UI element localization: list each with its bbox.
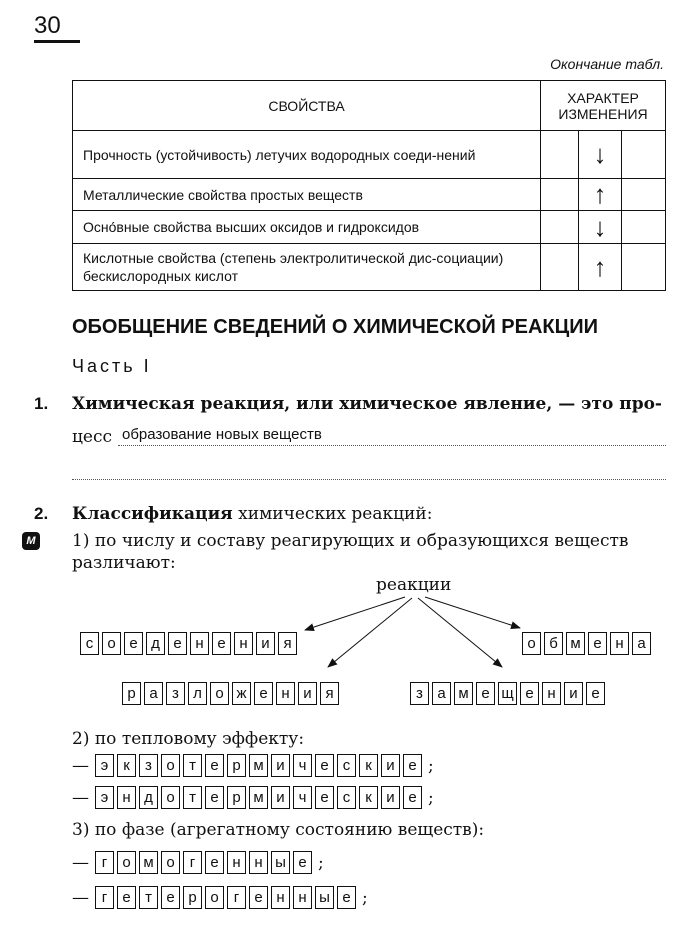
letter-box[interactable]: о	[161, 786, 180, 809]
letter-box[interactable]: г	[227, 886, 246, 909]
letter-box[interactable]: з	[410, 682, 429, 705]
letter-box[interactable]: о	[205, 886, 224, 909]
letter-box[interactable]: е	[212, 632, 231, 655]
letter-box[interactable]: т	[183, 786, 202, 809]
part-label: Часть I	[72, 356, 152, 376]
letter-box[interactable]: м	[566, 632, 585, 655]
letter-box[interactable]: э	[95, 754, 114, 777]
letter-box[interactable]: м	[454, 682, 473, 705]
letter-box[interactable]: г	[95, 851, 114, 874]
method-icon: М	[22, 532, 40, 550]
q2-term: Классификация	[72, 504, 233, 524]
letter-box[interactable]: ч	[293, 754, 312, 777]
letter-box[interactable]: о	[210, 682, 229, 705]
q1-answer: образование новых веществ	[122, 426, 322, 443]
letter-box[interactable]: м	[249, 786, 268, 809]
sub2-text: 2) по тепловому эффекту:	[72, 729, 305, 749]
letter-box[interactable]: д	[139, 786, 158, 809]
letter-box[interactable]: н	[117, 786, 136, 809]
letter-box[interactable]: г	[183, 851, 202, 874]
letter-box[interactable]: е	[161, 886, 180, 909]
answer-decomposition[interactable]	[122, 682, 339, 705]
letter-box[interactable]: е	[168, 632, 187, 655]
letter-box[interactable]: и	[564, 682, 583, 705]
letter-box[interactable]: н	[610, 632, 629, 655]
letter-box[interactable]: т	[183, 754, 202, 777]
letter-box[interactable]: ж	[232, 682, 251, 705]
letter-box[interactable]: я	[278, 632, 297, 655]
q1-text2: цесс	[72, 427, 113, 447]
letter-box[interactable]: я	[320, 682, 339, 705]
q1-text-rest: , или химическое явление, — это про-	[284, 394, 662, 414]
header-properties: СВОЙСТВА	[73, 81, 541, 131]
arrow-exchange	[425, 597, 520, 628]
letter-box[interactable]: о	[102, 632, 121, 655]
letter-box[interactable]: ы	[315, 886, 334, 909]
section-heading: ОБОБЩЕНИЕ СВЕДЕНИЙ О ХИМИЧЕСКОЙ РЕАКЦИИ	[72, 316, 598, 338]
arrow-compound	[305, 597, 405, 630]
letter-box[interactable]: з	[166, 682, 185, 705]
letter-box[interactable]: м	[139, 851, 158, 874]
header-change: ХАРАКТЕР ИЗМЕНЕНИЯ	[541, 81, 666, 131]
letter-box[interactable]: и	[256, 632, 275, 655]
answer-exchange[interactable]	[522, 632, 651, 655]
q2-text-rest: химических реакций:	[232, 504, 433, 524]
letter-box[interactable]: с	[337, 786, 356, 809]
answer-substitution[interactable]	[410, 682, 605, 705]
letter-box[interactable]: и	[381, 786, 400, 809]
letter-box[interactable]: н	[249, 851, 268, 874]
root-label: реакции	[376, 575, 452, 595]
table-caption: Окончание табл.	[550, 56, 664, 72]
letter-box[interactable]: о	[161, 754, 180, 777]
letter-box[interactable]: р	[227, 754, 246, 777]
letter-box[interactable]: с	[337, 754, 356, 777]
letter-box[interactable]: ы	[271, 851, 290, 874]
sub3-text: 3) по фазе (агрегатному состоянию веществ):	[72, 820, 485, 840]
letter-box[interactable]: о	[117, 851, 136, 874]
letter-box[interactable]: е	[403, 754, 422, 777]
dash: —	[72, 852, 89, 873]
letter-box[interactable]: д	[146, 632, 165, 655]
letter-box[interactable]: н	[293, 886, 312, 909]
letter-box[interactable]: о	[522, 632, 541, 655]
letter-box[interactable]: и	[381, 754, 400, 777]
arrow-down-icon: ↓	[578, 210, 622, 244]
letter-box[interactable]: щ	[498, 682, 517, 705]
letter-box[interactable]: с	[80, 632, 99, 655]
dash: —	[72, 887, 89, 908]
semicolon: ;	[428, 755, 434, 776]
letter-box[interactable]: э	[95, 786, 114, 809]
q2-number: 2.	[34, 504, 49, 523]
arrow-up-icon: ↑	[578, 243, 622, 291]
letter-box[interactable]: л	[188, 682, 207, 705]
letter-box[interactable]: е	[205, 786, 224, 809]
sub1-text: 1) по числу и составу реагирующих и образующихся веществ различают:	[72, 531, 629, 573]
letter-box[interactable]: е	[403, 786, 422, 809]
letter-box[interactable]: е	[588, 632, 607, 655]
letter-box[interactable]: н	[276, 682, 295, 705]
letter-box[interactable]: е	[205, 851, 224, 874]
page-number: 30	[34, 12, 80, 43]
property-cell: Металлические свойства простых веществ	[73, 179, 541, 211]
letter-box[interactable]: а	[432, 682, 451, 705]
semicolon: ;	[428, 787, 434, 808]
letter-box[interactable]: м	[249, 754, 268, 777]
letter-box[interactable]: а	[632, 632, 651, 655]
letter-box[interactable]: р	[227, 786, 246, 809]
letter-box[interactable]: р	[122, 682, 141, 705]
answer-compound[interactable]	[80, 632, 297, 655]
letter-box[interactable]: н	[227, 851, 246, 874]
dash: —	[72, 787, 89, 808]
letter-box[interactable]: о	[161, 851, 180, 874]
letter-box[interactable]: е	[337, 886, 356, 909]
letter-box[interactable]: з	[139, 754, 158, 777]
property-cell: Прочность (устойчивость) летучих водородных соеди-нений	[73, 131, 541, 179]
semicolon: ;	[318, 852, 324, 873]
answer-exothermic[interactable]	[95, 754, 422, 777]
letter-box[interactable]: и	[271, 754, 290, 777]
letter-box[interactable]: г	[95, 886, 114, 909]
property-cell: Осно́вные свойства высших оксидов и гидроксидов	[73, 211, 541, 244]
q1-number: 1.	[34, 394, 49, 413]
letter-box[interactable]: н	[234, 632, 253, 655]
answer-homogeneous[interactable]	[95, 851, 312, 874]
letter-box[interactable]: ч	[293, 786, 312, 809]
letter-box[interactable]: р	[183, 886, 202, 909]
letter-box[interactable]: е	[117, 886, 136, 909]
letter-box[interactable]: н	[542, 682, 561, 705]
letter-box[interactable]: а	[144, 682, 163, 705]
letter-box[interactable]: н	[271, 886, 290, 909]
letter-box[interactable]: е	[315, 786, 334, 809]
letter-box[interactable]: е	[315, 754, 334, 777]
letter-box[interactable]: е	[293, 851, 312, 874]
letter-box[interactable]: н	[190, 632, 209, 655]
letter-box[interactable]: и	[298, 682, 317, 705]
arrow-up-icon: ↑	[578, 178, 622, 211]
answer-heterogeneous[interactable]	[95, 886, 356, 909]
letter-box[interactable]: е	[520, 682, 539, 705]
letter-box[interactable]: е	[124, 632, 143, 655]
letter-box[interactable]: к	[359, 754, 378, 777]
letter-box[interactable]: е	[586, 682, 605, 705]
letter-box[interactable]: и	[271, 786, 290, 809]
dash: —	[72, 755, 89, 776]
letter-box[interactable]: к	[117, 754, 136, 777]
letter-box[interactable]: е	[205, 754, 224, 777]
answer-endothermic[interactable]	[95, 786, 422, 809]
semicolon: ;	[362, 887, 368, 908]
arrow-down-icon: ↓	[578, 130, 622, 179]
letter-box[interactable]: к	[359, 786, 378, 809]
letter-box[interactable]: т	[139, 886, 158, 909]
letter-box[interactable]: б	[544, 632, 563, 655]
letter-box[interactable]: е	[249, 886, 268, 909]
letter-box[interactable]: е	[254, 682, 273, 705]
q1-term: Химическая реакция	[72, 394, 285, 414]
property-cell: Кислотные свойства (степень электролитической дис-социации) бескислородных кислот	[73, 244, 541, 291]
letter-box[interactable]: е	[476, 682, 495, 705]
